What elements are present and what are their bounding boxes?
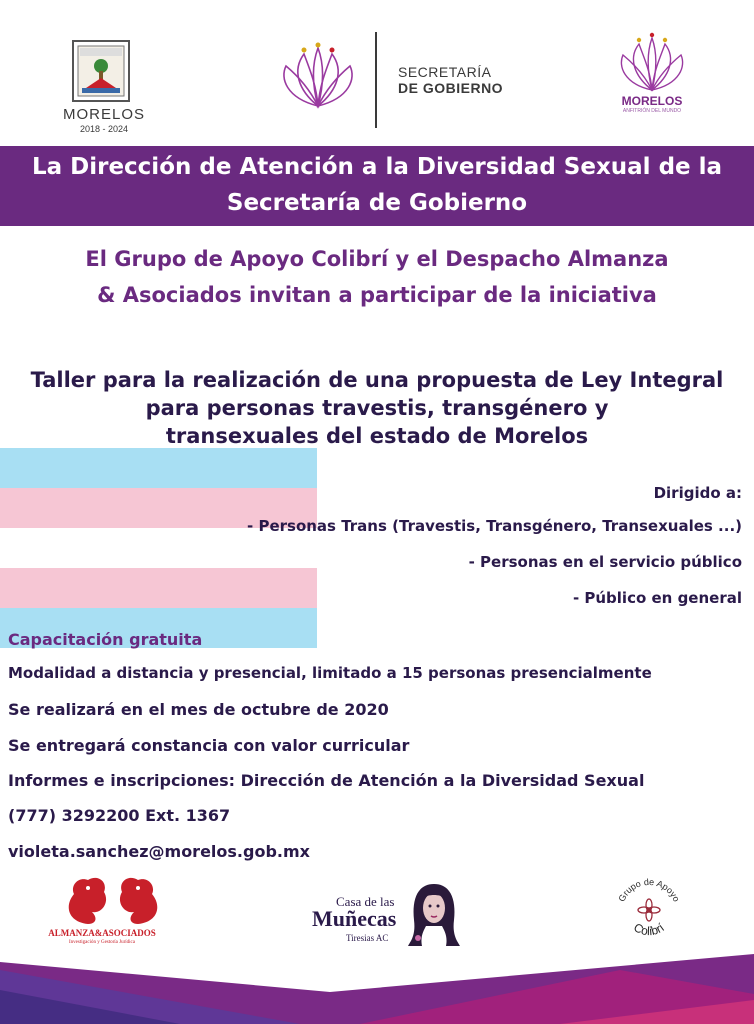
taller-title-line3: transexuales del estado de Morelos [165,424,589,448]
header-divider [375,32,377,128]
secretaria-line1: SECRETARÍA [398,64,492,80]
informes-text: Informes e inscripciones: Dirección de Atención a la Diversidad Sexual [8,771,645,790]
almanza-dragons-logo [58,872,168,928]
morelos-lotus-logo [616,32,688,94]
dirigido-item: - Personas Trans (Travestis, Transgénero, Transexuales ...) [247,517,742,535]
email-link[interactable]: violeta.sanchez@morelos.gob.mx [8,842,310,861]
invite-line1: El Grupo de Apoyo Colibrí y el Despacho Almanza [85,247,669,271]
casa-logo-top: Casa de las [336,894,395,909]
colibri-top-text: Grupo de Apoyo [616,876,682,904]
constancia-text: Se entregará constancia con valor curricular [8,736,410,755]
dirigido-heading: Dirigido a: [653,484,742,502]
secretaria-line2: DE GOBIERNO [398,80,504,96]
fecha-text: Se realizará en el mes de octubre de 2020 [8,700,389,719]
casa-logo-subtitle: Tiresias AC [346,933,389,943]
telefono-text: (777) 3292200 Ext. 1367 [8,806,231,825]
colibri-logo [610,870,688,948]
svg-text:Colibrí [631,920,667,938]
modalidad-text: Modalidad a distancia y presencial, limitado a 15 personas presencialmente [8,664,652,682]
invite-line2: & Asociados invitan a participar de la iniciativa [97,283,657,307]
morelos-right-tagline: ANFITRIÓN DEL MUNDO [622,108,682,114]
morelos-seal-logo [70,38,132,104]
taller-title-line1: Taller para la realización de una propuesta de Ley Integral [30,368,724,392]
morelos-wordmark: MORELOS [62,106,145,123]
casa-logo-name: Muñecas [312,906,397,931]
lotus-logo [278,40,358,112]
flag-stripe-pink-bottom [0,568,317,608]
woman-face-icon [408,880,460,946]
almanza-name: ALMANZA&ASOCIADOS [48,928,156,938]
taller-title-line2: para personas travestis, transgénero y [145,396,609,420]
banner-title-line2: Secretaría de Gobierno [226,190,528,216]
capacitacion-text: Capacitación gratuita [8,630,203,649]
almanza-subtitle: Investigación y Gestoría Jurídica [69,940,135,945]
banner-title-line1: La Dirección de Atención a la Diversidad Sexual de la [31,154,723,180]
colibri-bottom-text: Colibrí [631,920,667,939]
flag-stripe-blue-top [0,448,317,488]
morelos-right-wordmark: MORELOS [621,94,683,108]
morelos-years: 2018 - 2024 [79,124,129,134]
dirigido-item: - Personas en el servicio público [468,553,742,571]
dirigido-item: - Público en general [572,589,742,607]
bottom-decorative-shapes [0,940,754,1024]
